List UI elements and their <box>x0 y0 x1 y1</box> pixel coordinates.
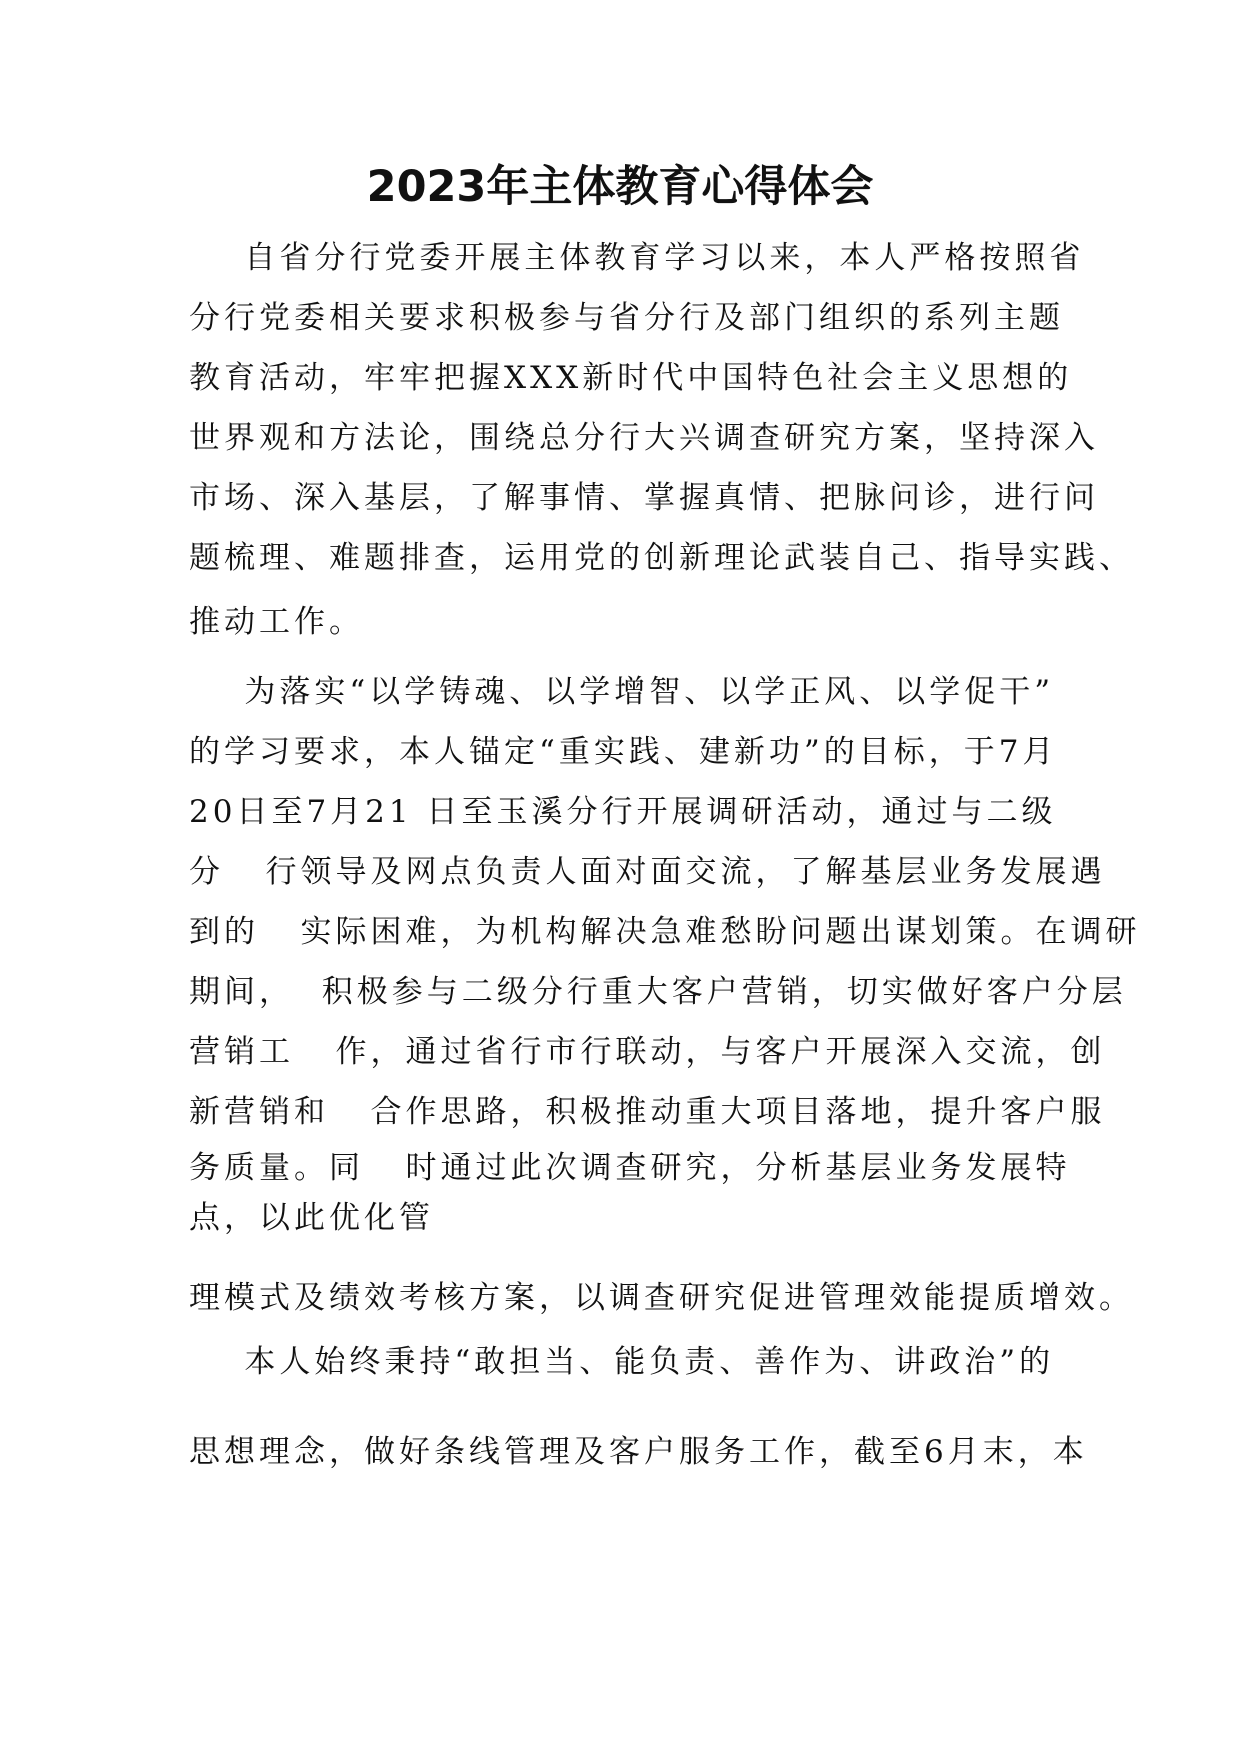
body-line-9: 的学习要求，本人锚定“重实践、建新功”的目标，于7月 <box>189 734 1058 770</box>
body-line-2: 分行党委相关要求积极参与省分行及部门组织的系列主题 <box>189 300 1064 336</box>
body-line-6: 题梳理、难题排查，运用党的创新理论武装自己、指导实践、 <box>189 540 1134 576</box>
body-line-8: 为落实“以学铸魂、以学增智、以学正风、以学促干” <box>189 674 1055 710</box>
body-line-14: 营销工 作，通过省行市行联动，与客户开展深入交流，创 <box>189 1034 1106 1070</box>
body-line-10: 20日至7月21 日至玉溪分行开展调研活动，通过与二级 <box>189 794 1057 830</box>
body-line-20: 思想理念，做好条线管理及客户服务工作，截至6月末，本 <box>189 1434 1088 1470</box>
body-line-17: 点，以此优化管 <box>189 1200 434 1236</box>
body-line-15: 新营销和 合作思路，积极推动重大项目落地，提升客户服 <box>189 1094 1106 1130</box>
body-line-13: 期间， 积极参与二级分行重大客户营销，切实做好客户分层 <box>189 974 1127 1010</box>
body-line-7: 推动工作。 <box>189 604 364 640</box>
body-line-19: 本人始终秉持“敢担当、能负责、善作为、讲政治”的 <box>189 1344 1055 1380</box>
body-line-18: 理模式及绩效考核方案，以调查研究促进管理效能提质增效。 <box>189 1280 1134 1316</box>
body-line-12: 到的 实际困难，为机构解决急难愁盼问题出谋划策。在调研 <box>189 914 1141 950</box>
body-line-3: 教育活动，牢牢把握XXX新时代中国特色社会主义思想的 <box>189 360 1073 396</box>
body-line-1: 自省分行党委开展主体教育学习以来，本人严格按照省 <box>189 240 1085 276</box>
body-line-4: 世界观和方法论，围绕总分行大兴调查研究方案，坚持深入 <box>189 420 1099 456</box>
body-line-11: 分 行领导及网点负责人面对面交流，了解基层业务发展遇 <box>189 854 1106 890</box>
body-line-5: 市场、深入基层，了解事情、掌握真情、把脉问诊，进行问 <box>189 480 1099 516</box>
body-line-16: 务质量。同 时通过此次调查研究，分析基层业务发展特 <box>189 1150 1071 1186</box>
document-title: 2023年主体教育心得体会 <box>366 162 874 212</box>
